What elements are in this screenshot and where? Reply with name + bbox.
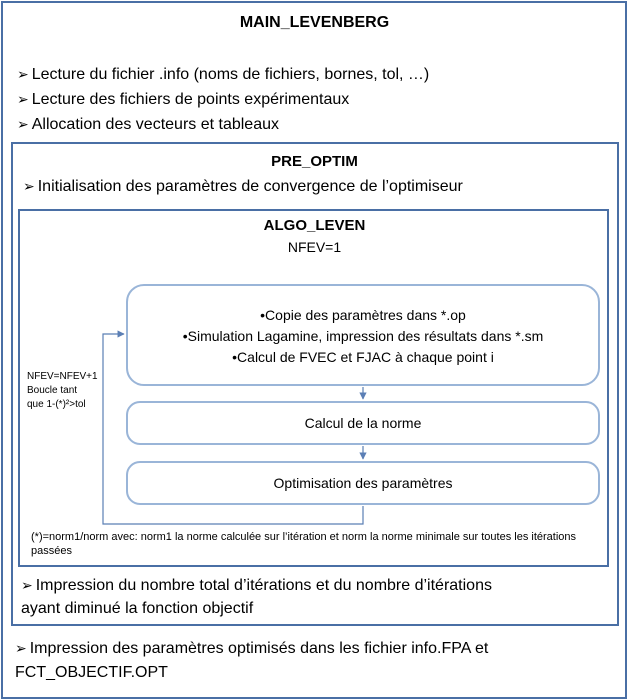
pre-optim-step: ➢ Initialisation des paramètres de convergence de l’optimiseur: [23, 178, 463, 195]
main-final-step-line1: ➢ Impression des paramètres optimisés dans les fichier info.FPA et: [15, 640, 489, 657]
arrow-bullet-icon: ➢: [15, 640, 27, 656]
arrow-bullet-icon: ➢: [17, 116, 29, 132]
main-final-step-line2: FCT_OBJECTIF.OPT: [15, 664, 168, 681]
pre-optim-final-step-line1: ➢ Impression du nombre total d’itérations et du nombre d’itérations: [21, 577, 492, 594]
main-levenberg-title: MAIN_LEVENBERG: [239, 14, 390, 31]
pre-optim-final-step-line2: ayant diminué la fonction objectif: [21, 600, 254, 617]
arrow-bullet-icon: ➢: [23, 178, 35, 194]
footnote: (*)=norm1/norm avec: norm1 la norme calculée sur l’itération et norm la norme minimale sur toutes les itérations passées: [31, 531, 577, 557]
nfev-init: NFEV=1: [287, 239, 342, 255]
pre-optim-title: PRE_OPTIM: [271, 153, 358, 170]
arrow-bullet-icon: ➢: [21, 577, 33, 593]
loop-condition-note: NFEV=NFEV+1 Boucle tant que 1-(*)²>tol: [27, 371, 98, 410]
main-step-1: ➢ Lecture du fichier .info (noms de fichiers, bornes, tol, …): [17, 66, 430, 83]
arrow-bullet-icon: ➢: [17, 66, 29, 82]
algo-leven-title: ALGO_LEVEN: [263, 217, 366, 234]
arrow-bullet-icon: ➢: [17, 91, 29, 107]
simulation-step-box: •Copie des paramètres dans *.op •Simulation Lagamine, impression des résultats dans *.sm •Calcul de FVEC et FJAC à chaque point i: [126, 284, 600, 386]
main-step-2: ➢ Lecture des fichiers de points expérimentaux: [17, 91, 350, 108]
optimisation-box: Optimisation des paramètres: [126, 461, 600, 505]
main-step-3: ➢ Allocation des vecteurs et tableaux: [17, 116, 279, 133]
calcul-norme-box: Calcul de la norme: [126, 401, 600, 445]
